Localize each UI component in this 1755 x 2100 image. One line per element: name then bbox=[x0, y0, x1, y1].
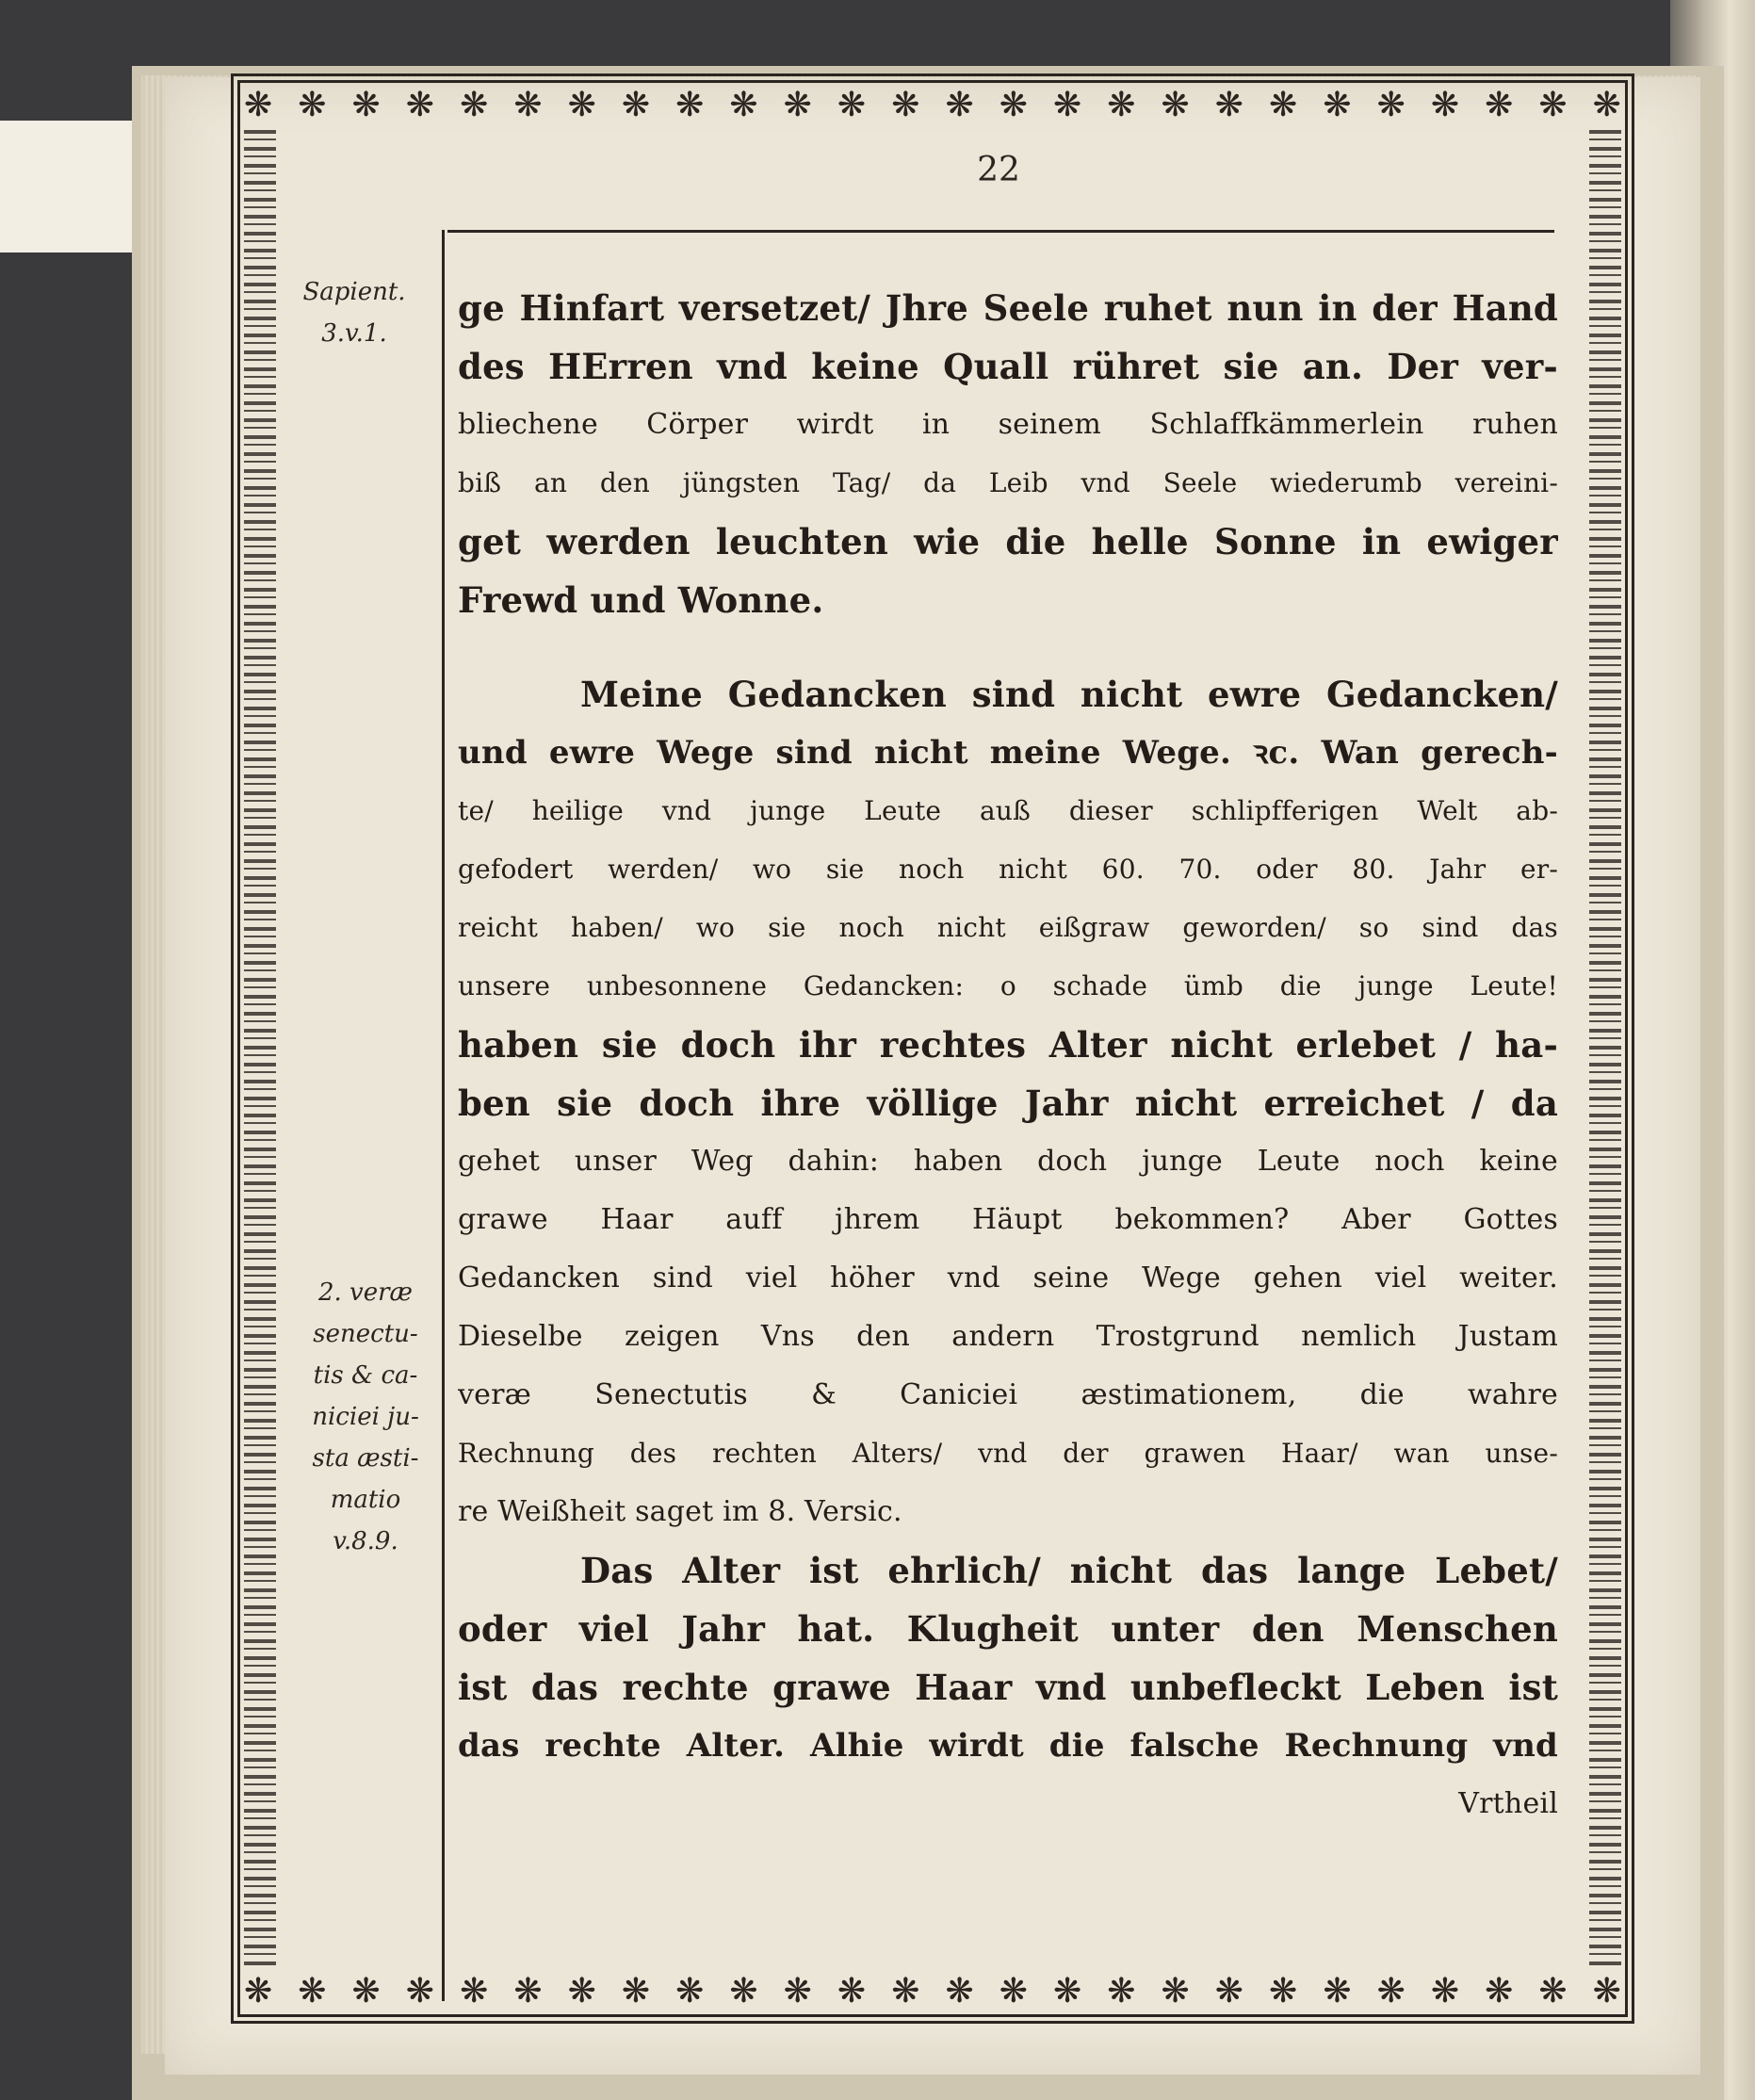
ornament-icon: ❋ bbox=[1592, 87, 1621, 124]
ornament-icon: ❋ bbox=[351, 87, 381, 124]
marginal-note-line: matio bbox=[330, 1486, 401, 1514]
ornament-icon: ❋ bbox=[351, 1973, 381, 2010]
marginal-note-line: 3.v.1. bbox=[321, 319, 387, 348]
text-line: biß an den jüngsten Tag/ da Leib vnd Seele wiederumb vereini- bbox=[458, 467, 1558, 498]
ornament-icon: ❋ bbox=[1107, 1973, 1136, 2010]
ornament-icon: ❋ bbox=[567, 1973, 596, 2010]
body-text bbox=[458, 279, 1558, 1833]
text-line: grawe Haar auff jhrem Häupt bekommen? Aber Gottes bbox=[458, 1203, 1558, 1236]
ornament-icon: ❋ bbox=[1161, 1973, 1190, 2010]
ornament-icon: ❋ bbox=[1430, 1973, 1460, 2010]
ornament-icon: ❋ bbox=[460, 87, 489, 124]
ornament-icon: ❋ bbox=[1592, 1973, 1621, 2010]
ornament-icon: ❋ bbox=[1538, 87, 1568, 124]
ornament-icon: ❋ bbox=[1485, 1973, 1514, 2010]
marginal-note-line: sta æsti- bbox=[312, 1444, 419, 1473]
text-line: gefodert werden/ wo sie noch nicht 60. 70. oder 80. Jahr er- bbox=[458, 854, 1558, 885]
text-line: haben sie doch ihr rechtes Alter nicht erlebet / ha- bbox=[458, 1024, 1558, 1066]
text-line: unsere unbesonnene Gedancken: o schade ümb die junge Leute! bbox=[458, 970, 1558, 1001]
text-line: ge Hinfart versetzet/ Jhre Seele ruhet nun in der Hand bbox=[458, 287, 1558, 329]
ornament-icon: ❋ bbox=[405, 1973, 434, 2010]
ornament-icon: ❋ bbox=[1376, 87, 1406, 124]
ornament-icon: ❋ bbox=[1107, 87, 1136, 124]
ornament-icon: ❋ bbox=[675, 87, 705, 124]
ornament-icon: ❋ bbox=[1269, 1973, 1298, 2010]
ornament-icon: ❋ bbox=[1430, 87, 1460, 124]
ornament-icon: ❋ bbox=[1161, 87, 1190, 124]
margin-rule bbox=[442, 230, 445, 2001]
ornament-icon: ❋ bbox=[513, 87, 543, 124]
text-line: re Weißheit saget im 8. Versic. bbox=[458, 1495, 902, 1528]
ornament-icon: ❋ bbox=[1376, 1973, 1406, 2010]
text-line: Das Alter ist ehrlich/ nicht das lange Lebet/ bbox=[580, 1550, 1558, 1591]
text-line: te/ heilige vnd junge Leute auß dieser schlipfferigen Welt ab- bbox=[458, 795, 1558, 826]
ornament-row-top bbox=[244, 87, 1621, 124]
text-line: ist das rechte grawe Haar vnd unbefleckt Leben ist bbox=[458, 1667, 1558, 1708]
ornament-icon: ❋ bbox=[729, 87, 758, 124]
ornament-row-bottom bbox=[244, 1973, 1621, 2010]
marginal-note-2 bbox=[294, 1272, 437, 1562]
ornament-icon: ❋ bbox=[729, 1973, 758, 2010]
ornament-icon: ❋ bbox=[783, 87, 812, 124]
ornament-icon: ❋ bbox=[945, 87, 974, 124]
ornament-column-left bbox=[244, 130, 276, 1967]
ornament-icon: ❋ bbox=[1269, 87, 1298, 124]
page-number: 22 bbox=[977, 151, 1020, 189]
ornament-icon: ❋ bbox=[1323, 87, 1352, 124]
ornament-icon: ❋ bbox=[837, 87, 867, 124]
header-rule bbox=[447, 230, 1554, 233]
ornament-icon: ❋ bbox=[675, 1973, 705, 2010]
marginal-note-line: 2. veræ bbox=[317, 1278, 413, 1307]
text-line: Meine Gedancken sind nicht ewre Gedancken/ bbox=[580, 674, 1558, 715]
text-line: bliechene Cörper wirdt in seinem Schlaffkämmerlein ruhen bbox=[458, 408, 1558, 441]
marginal-note-line: niciei ju- bbox=[312, 1403, 419, 1431]
marginal-note-1 bbox=[279, 271, 430, 354]
marginal-note-line: tis & ca- bbox=[313, 1361, 418, 1390]
text-line: ben sie doch ihre völlige Jahr nicht erreichet / da bbox=[458, 1083, 1558, 1124]
marginal-note-line: Sapient. bbox=[302, 278, 406, 306]
ornament-icon: ❋ bbox=[1323, 1973, 1352, 2010]
ornament-icon: ❋ bbox=[1538, 1973, 1568, 2010]
ornament-icon: ❋ bbox=[621, 87, 651, 124]
text-line: gehet unser Weg dahin: haben doch junge Leute noch keine bbox=[458, 1145, 1558, 1178]
ornament-icon: ❋ bbox=[999, 1973, 1028, 2010]
paragraph-gap bbox=[458, 629, 1558, 665]
marginal-note-line: senectu- bbox=[313, 1320, 418, 1348]
ornament-icon: ❋ bbox=[783, 1973, 812, 2010]
ornament-icon: ❋ bbox=[244, 87, 273, 124]
ornament-icon: ❋ bbox=[1052, 1973, 1082, 2010]
text-line: Vrtheil bbox=[1458, 1787, 1558, 1820]
ornament-icon: ❋ bbox=[405, 87, 434, 124]
ornament-icon: ❋ bbox=[460, 1973, 489, 2010]
ornament-icon: ❋ bbox=[1214, 1973, 1243, 2010]
text-line: reicht haben/ wo sie noch nicht eißgraw geworden/ so sind das bbox=[458, 912, 1558, 943]
text-line: oder viel Jahr hat. Klugheit unter den Menschen bbox=[458, 1608, 1558, 1650]
text-line: des HErren vnd keine Quall rühret sie an. Der ver- bbox=[458, 346, 1558, 387]
ornament-icon: ❋ bbox=[244, 1973, 273, 2010]
paper-tab bbox=[0, 121, 132, 252]
ornament-column-right bbox=[1589, 130, 1621, 1967]
text-line: veræ Senectutis & Caniciei æstimationem, die wahre bbox=[458, 1378, 1558, 1411]
ornament-icon: ❋ bbox=[999, 87, 1028, 124]
ornament-icon: ❋ bbox=[513, 1973, 543, 2010]
ornament-icon: ❋ bbox=[891, 87, 920, 124]
ornament-icon: ❋ bbox=[1214, 87, 1243, 124]
text-line: Frewd und Wonne. bbox=[458, 579, 824, 621]
ornament-icon: ❋ bbox=[567, 87, 596, 124]
text-line: Rechnung des rechten Alters/ vnd der grawen Haar/ wan unse- bbox=[458, 1438, 1558, 1469]
ornament-icon: ❋ bbox=[298, 87, 327, 124]
ornament-icon: ❋ bbox=[621, 1973, 651, 2010]
ornament-icon: ❋ bbox=[891, 1973, 920, 2010]
ornament-icon: ❋ bbox=[1052, 87, 1082, 124]
text-line: get werden leuchten wie die helle Sonne in ewiger bbox=[458, 521, 1558, 562]
text-line: und ewre Wege sind nicht meine Wege. ꝛc. Wan gerech- bbox=[458, 734, 1558, 772]
text-line: Gedancken sind viel höher vnd seine Wege gehen viel weiter. bbox=[458, 1262, 1558, 1294]
marginal-note-line: v.8.9. bbox=[333, 1527, 398, 1555]
text-line: Dieselbe zeigen Vns den andern Trostgrund nemlich Justam bbox=[458, 1320, 1558, 1353]
ornament-icon: ❋ bbox=[298, 1973, 327, 2010]
ornament-icon: ❋ bbox=[837, 1973, 867, 2010]
ornament-icon: ❋ bbox=[1485, 87, 1514, 124]
text-line: das rechte Alter. Alhie wirdt die falsche Rechnung vnd bbox=[458, 1727, 1558, 1765]
ornament-icon: ❋ bbox=[945, 1973, 974, 2010]
